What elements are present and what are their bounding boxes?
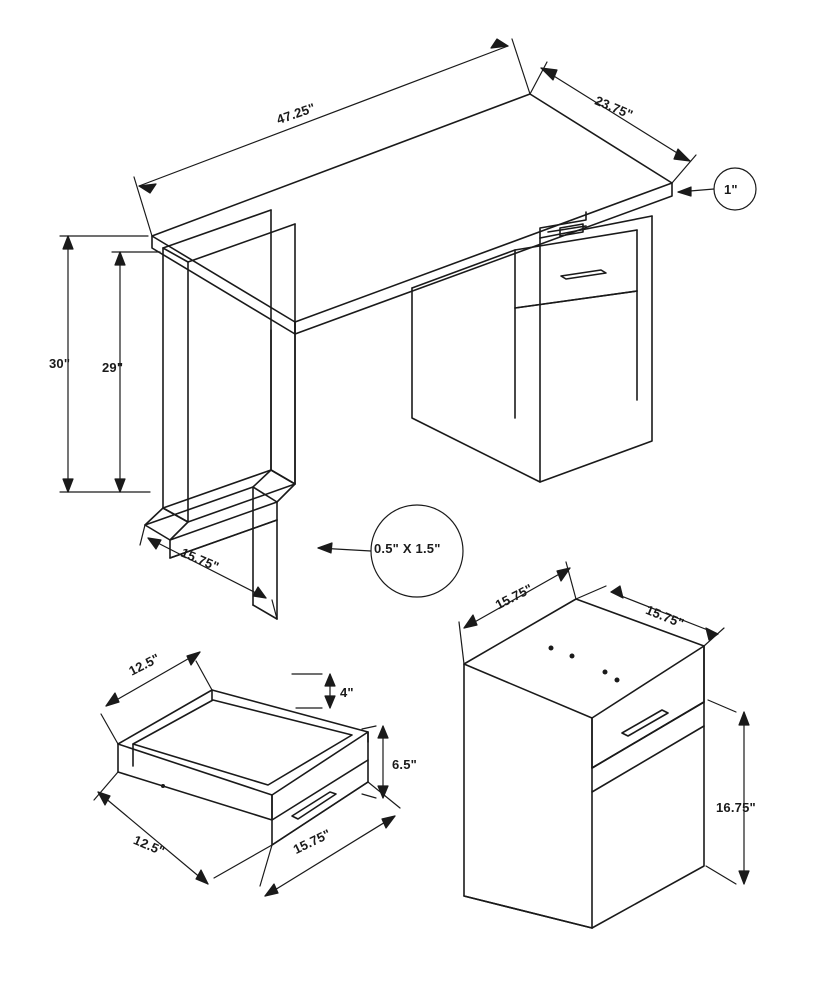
dim-pedestal-width	[459, 562, 576, 664]
dim-label-pedestal-depth: 15.75"	[643, 602, 687, 631]
desk-left-leg-back	[271, 322, 295, 484]
dim-label-desk-depth: 23.75"	[592, 92, 636, 123]
dim-drawer-side-height	[292, 674, 335, 708]
dim-label-top-thickness: 1"	[724, 182, 738, 197]
dim-label-desk-width: 47.25"	[274, 99, 318, 128]
dim-label-drawer-front-width: 15.75"	[290, 826, 334, 857]
drawer-box	[118, 690, 368, 845]
desk-left-leg	[145, 210, 295, 619]
dim-label-pedestal-height: 16.75"	[716, 800, 756, 815]
pedestal-cabinet	[464, 599, 704, 928]
dim-label-drawer-front-height: 6.5"	[392, 757, 418, 772]
dim-pedestal-height	[706, 700, 749, 884]
dim-label-overall-height: 30"	[49, 356, 71, 371]
dim-drawer-depth	[94, 772, 272, 884]
dim-label-drawer-depth: 12.5"	[131, 832, 168, 859]
dim-label-leg-profile: 0.5" X 1.5"	[374, 541, 441, 556]
dim-label-leg-height: 29"	[102, 360, 124, 375]
dim-desk-depth	[530, 62, 696, 183]
dim-foot-depth	[140, 525, 277, 619]
dim-desk-width	[134, 39, 530, 236]
dim-label-drawer-side-height: 4"	[340, 685, 354, 700]
dim-label-foot-depth: 15.75"	[178, 544, 222, 575]
dim-label-pedestal-width: 15.75"	[492, 580, 536, 613]
dim-top-thickness	[678, 168, 756, 210]
desk-pedestal	[412, 212, 652, 482]
dim-label-drawer-width: 12.5"	[126, 650, 163, 679]
